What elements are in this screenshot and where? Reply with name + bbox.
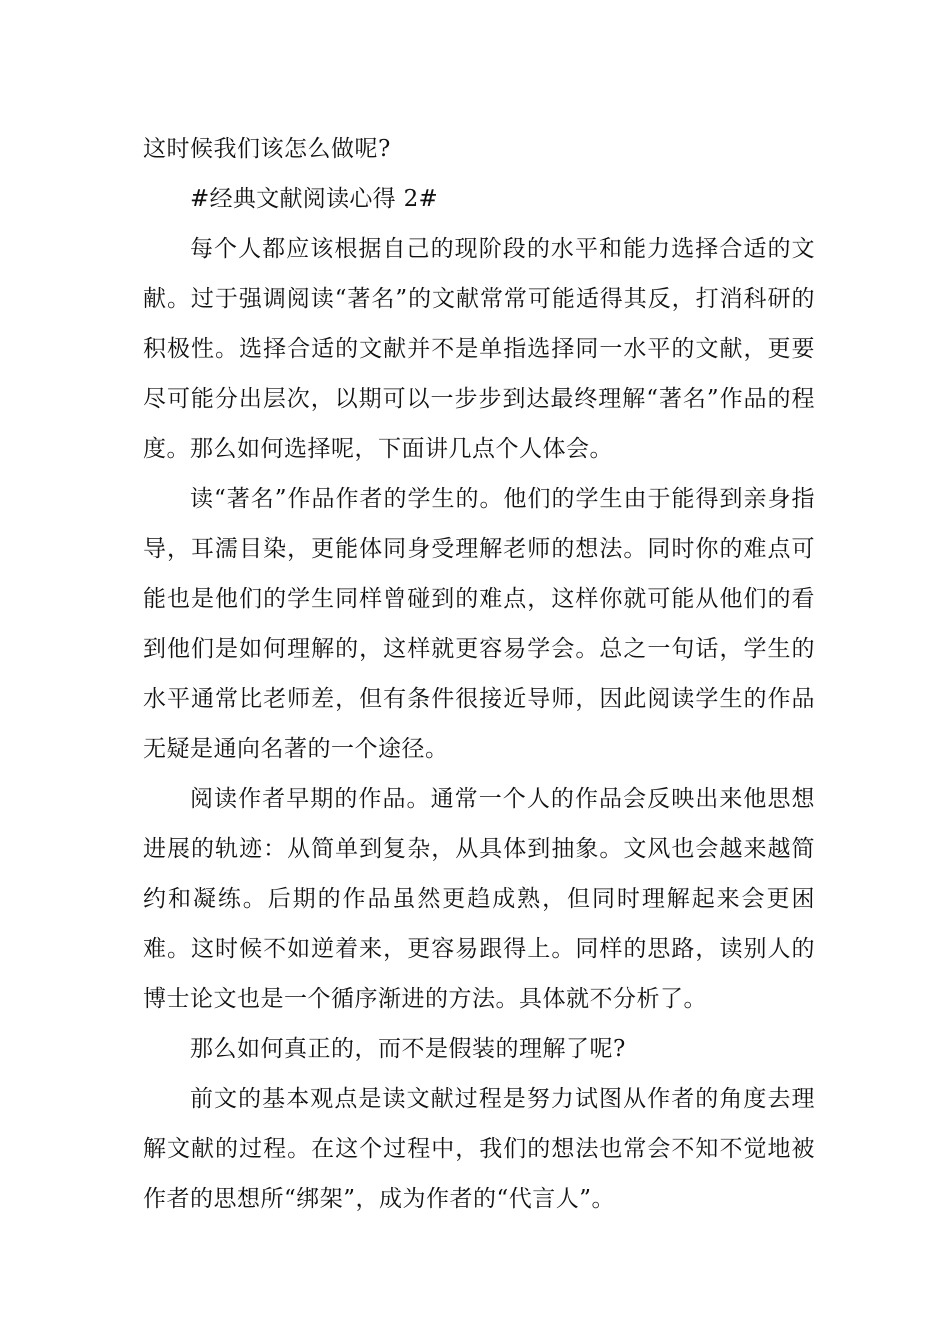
- paragraph: 前文的基本观点是读文献过程是努力试图从作者的角度去理解文献的过程。在这个过程中，我们的想法也常会不知不觉地被作者的思想所“绑架”，成为作者的“代言人”。: [143, 1086, 815, 1212]
- section-heading: #经典文献阅读心得 2#: [190, 186, 439, 212]
- paragraph: 这时候我们该怎么做呢?: [143, 136, 391, 162]
- paragraph: 读“著名”作品作者的学生的。他们的学生由于能得到亲身指导，耳濡目染，更能体同身受理解老师的想法。同时你的难点可能也是他们的学生同样曾碰到的难点，这样你就可能从他们的看到他们是如何理解的，这样就更容易学会。总之一句话，学生的水平通常比老师差，但有条件很接近导师，因此阅读学生的作品无疑是通向名著的一个途径。: [143, 486, 815, 762]
- paragraph: 那么如何真正的，而不是假装的理解了呢?: [190, 1036, 626, 1062]
- document-page: [143, 124, 815, 1224]
- paragraph: 阅读作者早期的作品。通常一个人的作品会反映出来他思想进展的轨迹：从简单到复杂，从具体到抽象。文风也会越来越简约和凝练。后期的作品虽然更趋成熟，但同时理解起来会更困难。这时候不如逆着来，更容易跟得上。同样的思路，读别人的博士论文也是一个循序渐进的方法。具体就不分析了。: [143, 786, 815, 1012]
- paragraph: 每个人都应该根据自己的现阶段的水平和能力选择合适的文献。过于强调阅读“著名”的文献常常可能适得其反，打消科研的积极性。选择合适的文献并不是单指选择同一水平的文献，更要尽可能分出层次，以期可以一步步到达最终理解“著名”作品的程度。那么如何选择呢，下面讲几点个人体会。: [143, 236, 815, 462]
